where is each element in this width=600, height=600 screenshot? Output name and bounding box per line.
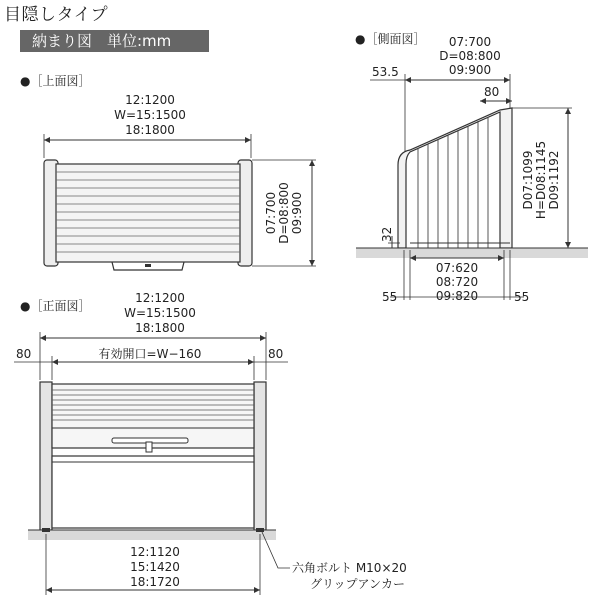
side-view-label: ［側面図］ <box>365 32 426 46</box>
front-base-dim-1: 12:1120 <box>130 545 180 559</box>
unit-box: 納まり図 単位:mm <box>20 30 209 52</box>
top-depth-dim-1: 07:700 <box>264 191 278 235</box>
front-side-left-dim: 80 <box>16 347 32 361</box>
top-shutter-panel <box>56 164 240 262</box>
front-ground <box>28 530 276 540</box>
side-inner-depth-dim-3: 09:820 <box>435 289 479 303</box>
side-height-dim-1: D07:1099 <box>521 150 535 210</box>
side-post-dim: 80 <box>484 85 500 99</box>
front-lower-panel <box>52 456 254 528</box>
side-height-dim-3: D09:1192 <box>547 150 561 210</box>
top-view <box>44 93 316 270</box>
front-width-dim-2: W=15:1500 <box>124 306 196 320</box>
front-base-dim-2: 15:1420 <box>130 560 180 574</box>
side-height-dim-2: H=D08:1145 <box>534 140 548 220</box>
front-width-dim-1: 12:1200 <box>135 291 185 305</box>
front-lock-icon <box>146 442 152 452</box>
top-view-label: ［上面図］ <box>30 74 91 88</box>
top-width-dim-1: 12:1200 <box>125 93 175 107</box>
front-width-dim-3: 18:1800 <box>135 321 185 335</box>
page-title: 目隠しタイプ <box>4 5 109 25</box>
side-overhang-dim: 53.5 <box>372 65 399 79</box>
side-body-outline <box>398 108 512 248</box>
top-width-dim-2: W=15:1500 <box>114 108 186 122</box>
side-depth-dim-1: 07:700 <box>448 35 492 49</box>
side-depth-dim-3: 09:900 <box>448 63 492 77</box>
front-base-dim-3: 18:1720 <box>130 575 180 589</box>
top-width-dim-3: 18:1800 <box>125 123 175 137</box>
front-view <box>14 291 407 595</box>
side-view-title: ●［側面図］ <box>355 32 426 46</box>
top-depth-dim-3: 09:900 <box>290 191 304 235</box>
side-foot-right-dim: 55 <box>514 290 530 304</box>
side-depth-dim-2: D=08:800 <box>439 49 501 63</box>
front-opening-dim: 有効開口=W−160 <box>98 347 202 361</box>
anchor-note-2: グリップアンカー <box>310 577 406 591</box>
top-depth-dim-2: D=08:800 <box>277 182 291 244</box>
side-foot-left-dim: 55 <box>382 290 398 304</box>
side-ground <box>356 248 588 258</box>
top-view-title: ●［上面図］ <box>20 74 91 88</box>
anchor-note-1: 六角ボルト M10×20 <box>292 561 407 575</box>
side-panel-lines <box>418 117 488 248</box>
front-side-right-dim: 80 <box>268 347 284 361</box>
front-view-label: ［正面図］ <box>30 299 91 313</box>
side-inner-depth-dim-1: 07:620 <box>435 261 479 275</box>
side-base-dim: 32 <box>380 226 394 242</box>
front-view-title: ●［正面図］ <box>20 299 91 313</box>
front-left-post <box>40 382 52 530</box>
side-view <box>356 35 588 304</box>
side-inner-depth-dim-2: 08:720 <box>435 275 479 289</box>
front-right-post <box>254 382 266 530</box>
